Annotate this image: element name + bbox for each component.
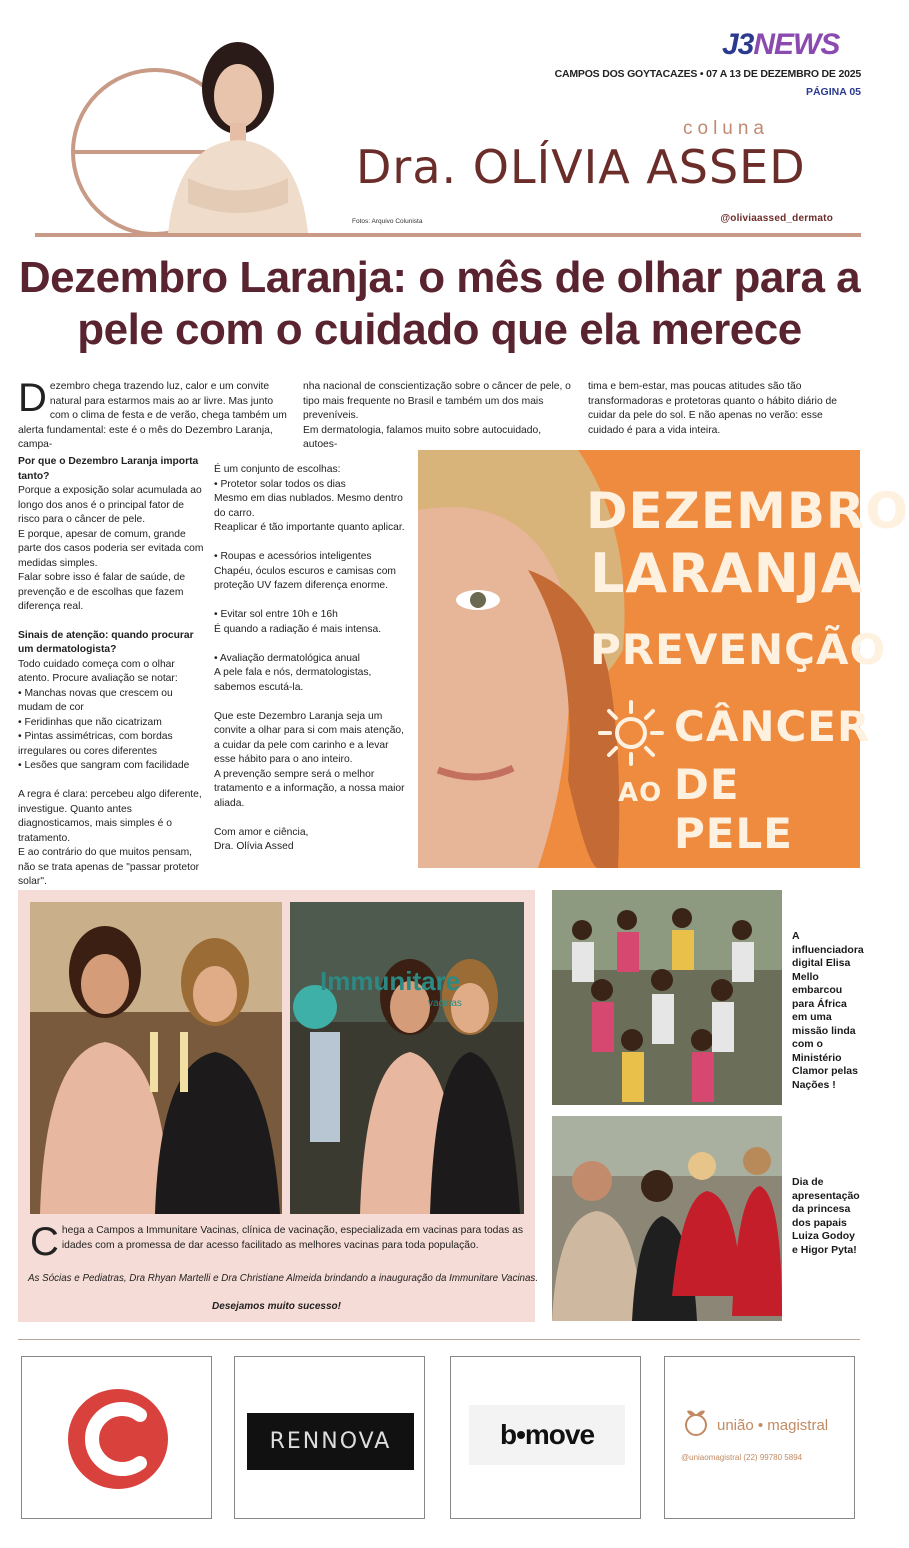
instagram-handle[interactable]: @oliviaassed_dermato [720,213,833,224]
uniao-label: união • magistral [717,1417,829,1434]
page-number: PÁGINA 05 [805,86,861,98]
headline [0,252,879,356]
rennova-label: RENNOVA [269,1429,392,1454]
caption-princess: Dia de apresentação da princesa dos papais Luiza Godoy e Higor Pyta! [792,1176,860,1256]
paragraph-why: Porque a exposição solar acumulada ao longo dos anos é o principal fator de risco para o câncer de pele. E porque, apesar de comum, grande parte dos casos poderia ser evitada com medidas simples. Falar sobre isso é falar de saúde, de prevenção e de escolhas que fazem diferença real. [18,485,204,612]
subheading-why: Por que o Dezembro Laranja importa tanto? [18,456,199,482]
headline-line-2: pele com o cuidado que ela merece [77,305,802,354]
header-divider [35,233,861,237]
column-title: Dra. OLÍVIA ASSED [356,140,806,194]
poster-ao: AO [618,778,663,808]
immunitare-sign: Immunitare [320,966,461,996]
article-mid-column: É um conjunto de escolhas: • Protetor solar todos os dias Mesmo em dias nublados. Mesmo dentro do carro. Reaplicar é tão importante quanto aplicar. • Roupas e acessórios inteligentes Chapéu, óculos escuros e camisas com proteção UV fazem diferença enorme. • Evitar sol entre 10h e 16h É quando a radiação é mais intensa. • Avaliação dermatológica anual A pele fala e nós, dermatologistas, sabemos escutá-la. Que este Dezembro Laranja seja um convite a olhar para si com mais atenção, a cuidar da pele com carinho e a levar esse hábito para o ano inteiro. A prevenção sempre será o melhor tratamento e a informação, a nossa maior aliada. Com amor e ciência, Dra. Olívia Assed [214,464,405,852]
ad-rennova[interactable] [234,1356,425,1519]
dateline: CAMPOS DOS GOYTACAZES • 07 A 13 DE DEZEMBRO DE 2025 [554,68,861,80]
photo-clinic [290,902,524,1214]
columnist-photo [158,28,318,233]
photo-credit: Fotos: Arquivo Colunista [352,218,423,225]
subheading-signs: Sinais de atenção: quando procurar um dermatologista? [18,629,194,655]
leaf-jar-icon [681,1407,711,1437]
photo-princess [552,1116,782,1321]
coluna-label: coluna [683,118,769,139]
intro-col-3: tima e bem-estar, mas poucas atitudes são tão transformadoras e protetoras quanto o hábito diário de cuidar da pele do sol. E não apenas no verão: esse cuidado é para a vida inteira. [588,381,837,436]
article-left-column [18,455,208,890]
photo-toast [30,902,282,1214]
bmove-logo [469,1405,625,1465]
caption-africa: A influenciadora digital Elisa Mello embarcou para África em uma missão linda com o Ministério Clamor pelas Nações ! [792,930,864,1091]
intro-col-1: Dezembro chega trazendo luz, calor e um convite natural para estarmos mais ao ar livre. Mas junto com o clima de festa e de verão, chega também um alerta fundamental: este é o mês do Dezembro Laranja, campa- [18,376,287,450]
poster-line-1: DEZEMBRO [586,482,909,540]
c-brand-logo-icon [22,1357,213,1520]
ad-uniao-magistral[interactable] [664,1356,855,1519]
ad-c-brand[interactable] [21,1356,212,1519]
paragraph-signs: Todo cuidado começa com o olhar atento. Procure avaliação se notar: • Manchas novas que crescem ou mudam de cor • Feridinhas que não cicatrizam • Pintas assimétricas, com bordas irregulares ou cores diferentes • Lesões que sangram com facilidade A regra é clara: percebeu algo diferente, investigue. Quanto antes diagnosticamos, mais simples é o tratamento. E ao contrário do que muitos pensam, não se trata apenas de "passar protetor solar". [18,658,202,887]
drop-cap: D [18,376,47,420]
drop-cap-c: C [30,1220,59,1264]
uniao-contact: @uniaomagistral (22) 99780 5894 [681,1453,803,1462]
poster-line-5: DE PELE [674,760,793,858]
bmove-label: b•move [499,1419,595,1450]
sun-icon [596,698,666,768]
photo-africa [552,890,782,1105]
rennova-logo [247,1413,414,1470]
immunitare-wish: Desejamos muito sucesso! [212,1301,341,1312]
ads-divider [18,1339,860,1340]
headline-line-1: Dezembro Laranja: o mês de olhar para a [18,253,861,302]
j3news-logo[interactable]: J3NEWS [722,28,840,61]
poster-line-2: LARANJA [590,542,864,605]
immunitare-sign-sub: vacinas [428,998,462,1009]
immunitare-caption: As Sócias e Pediatras, Dra Rhyan Martelli e Dra Christiane Almeida brindando a inauguração da Immunitare Vacinas. [28,1273,539,1284]
dezembro-laranja-poster [418,450,909,868]
immunitare-box [18,890,539,1322]
immunitare-text: Chega a Campos a Immunitare Vacinas, clínica de vacinação, especializada em vacinas para todas as idades com a promessa de dar acesso facilitado as melhores vacinas para toda população. [30,1220,524,1264]
intro-col-2: nha nacional de conscientização sobre o câncer de pele, o tipo mais frequente no Brasil e também um dos mais preveníveis. Em dermatologia, falamos muito sobre autocuidado, autoes- [303,381,571,450]
poster-line-4: CÂNCER [674,702,871,751]
ad-bmove[interactable] [450,1356,641,1519]
poster-line-3: PREVENÇÃO [590,625,887,674]
